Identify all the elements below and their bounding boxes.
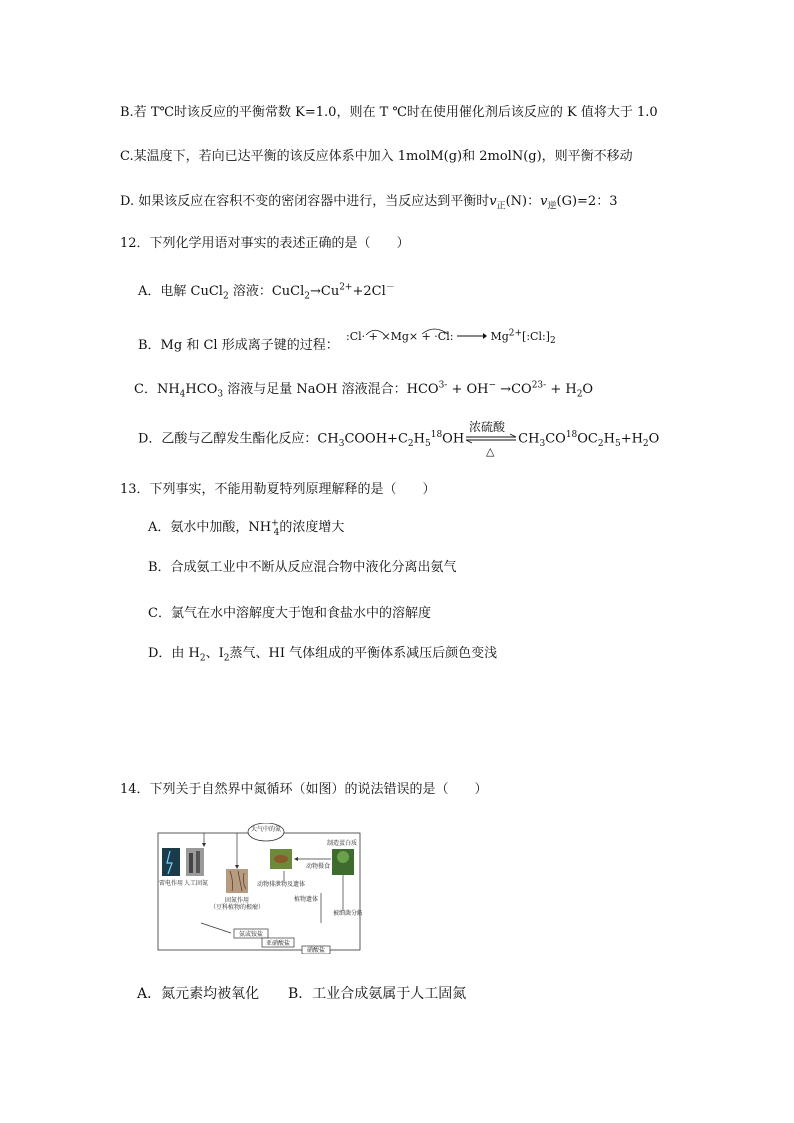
q12-c-hco: HCO	[185, 382, 218, 397]
q12-d-prod5: +H	[620, 431, 643, 447]
q12-c-mid: 溶液与足量 NaOH 溶液混合：HCO	[223, 382, 439, 397]
q12-d-sup18: 18	[430, 430, 443, 441]
q12-d-prod1: CH	[518, 431, 540, 447]
q12-d-prod-sup18: 18	[565, 430, 578, 441]
q12-d-prod-sub2b: 2	[642, 439, 649, 450]
q12-c-sup3: 23-	[531, 380, 547, 391]
q13-d-prefix: D．由 H	[148, 646, 200, 661]
q11-d-v1: v	[489, 194, 497, 209]
q12-d-prod3: OC	[577, 431, 598, 447]
q14-option-a: A．氮元素均被氧化	[137, 986, 260, 1002]
q12-c-sub3: 3	[217, 389, 224, 400]
q12-c-arrow: →CO	[496, 382, 532, 397]
q12-d-condition-top: 浓硫酸	[469, 420, 506, 434]
q12-d-prod-sub2: 2	[597, 439, 604, 450]
nitrogen-cycle-diagram	[156, 823, 362, 954]
q12-d-prod6: O	[648, 431, 660, 447]
q12-d-prod-sub3b: 3	[539, 439, 546, 450]
q12-d-text3: OH	[442, 431, 465, 447]
q12-a-end: +2Cl	[352, 284, 386, 299]
q12-a-sub2: 2	[304, 291, 310, 302]
diagram-ammonium-label: 氨或铵盐	[238, 931, 264, 938]
diagram-eat-label: 动物摄食	[305, 863, 331, 870]
q11-d-sub2: 逆	[547, 201, 557, 212]
q12-b-formula-sub: 2	[549, 336, 556, 347]
q12-a-sup2: －	[385, 282, 395, 293]
q12-a-arrow: →Cu	[309, 284, 340, 299]
diagram-bacteria-label: 被细菌分解	[332, 910, 362, 917]
q12-d-sub2: 2	[407, 439, 414, 450]
q13-a-end: 的浓度增大	[279, 520, 345, 535]
q12-d-sub5: 5	[424, 439, 431, 450]
electron-transfer-arrows-icon	[352, 324, 472, 336]
diagram-lightning-label: 雷电作用	[158, 880, 184, 887]
diagram-industrial-label: 人工固氮	[183, 880, 209, 887]
q12-d-prod-sub5: 5	[614, 439, 621, 450]
q12-option-b	[138, 337, 339, 355]
q11-option-b: B.若 T℃时该反应的平衡常数 K=1.0，则在 T ℃时在使用催化剂后该反应的 K 值将大于 1.0	[120, 105, 658, 120]
q12-d-prefix: D．乙酸与乙醇发生酯化反应：CH	[138, 431, 339, 447]
q12-b-formula-sup: 2+	[508, 328, 523, 339]
q12-c-h2o: O	[582, 382, 594, 397]
q12-b-prefix: B．Mg 和 Cl 形成离子键的过程：	[138, 338, 339, 353]
q12-c-sup1: 3-	[438, 380, 448, 391]
diagram-nitrate-label: 硝酸盐	[306, 947, 326, 954]
q12-b-formula-cl: [:Cl:]	[522, 330, 550, 343]
q11-d-v2: v	[540, 194, 548, 209]
q11-d-mid: (N)：	[505, 194, 541, 209]
roots-icon	[226, 869, 248, 893]
lightning-icon	[162, 848, 180, 876]
q11-d-sub1: 正	[496, 201, 506, 212]
diagram-plant-remains-label: 植物遗体	[293, 896, 319, 903]
q12-option-a	[138, 283, 395, 301]
q14-option-b: B．工业合成氨属于人工固氮	[288, 986, 467, 1002]
diagram-bio-fix-label: 固氮作用	[224, 897, 250, 904]
q13-option-d	[148, 645, 497, 663]
q12-c-rest: + OH	[447, 382, 489, 397]
q12-c-prefix: C．NH	[134, 382, 180, 397]
q11-option-d	[120, 193, 617, 211]
q12-d-sub3: 3	[338, 439, 345, 450]
q12-c-sup2: −	[488, 380, 497, 391]
q13-option-c: C．氯气在水中溶解度大于饱和食盐水中的溶解度	[148, 606, 431, 621]
q13-stem: 13．下列事实，不能用勒夏特列原理解释的是（ ）	[120, 482, 436, 497]
q12-a-sup: 2+	[339, 282, 353, 293]
q12-stem: 12．下列化学用语对事实的表述正确的是（ ）	[120, 236, 410, 251]
q12-b-formula-left: :Cl· + ×Mg× + ·Cl:	[346, 330, 454, 343]
q13-a-prefix: A．氨水中加酸，NH	[148, 520, 272, 535]
q12-a-sub: 2	[222, 291, 229, 302]
diagram-protein-label: 制造蛋白质	[326, 840, 358, 847]
q12-c-sub4: 4	[179, 389, 186, 400]
q12-d-text2: H	[413, 431, 425, 447]
factory-icon	[186, 848, 204, 876]
q13-option-b: B．合成氨工业中不断从反应混合物中液化分离出氨气	[148, 560, 457, 575]
diagram-nitrite-label: 亚硝酸盐	[265, 940, 291, 947]
q12-option-d	[138, 430, 659, 449]
diagram-animal-waste-label: 动物排泄物及遗体	[256, 881, 306, 888]
q13-a-sup: +	[271, 518, 279, 529]
q13-d-mid: 、I	[205, 646, 224, 661]
q13-d-sub2: 2	[223, 653, 230, 664]
q12-d-prod2: CO	[545, 431, 566, 447]
q13-option-a	[148, 519, 344, 537]
q12-d-text1: COOH+C	[344, 431, 408, 447]
q12-a-prefix: A．电解 CuCl	[138, 284, 223, 299]
q12-d-prod4: H	[603, 431, 615, 447]
diagram-top-label: 大气中的氮	[250, 826, 282, 833]
q12-b-formula-right: Mg	[490, 330, 509, 343]
q13-a-sub: 4	[273, 527, 280, 538]
q12-d-condition-bottom: △	[486, 445, 495, 458]
q11-d-end: (G)=2：3	[556, 194, 618, 209]
q12-option-c	[134, 381, 593, 399]
q13-d-sub1: 2	[199, 653, 206, 664]
q11-d-text: D. 如果该反应在容积不变的密闭容器中进行，当反应达到平衡时	[120, 194, 490, 209]
q12-c-sub2: 2	[576, 389, 583, 400]
q13-d-end: 蒸气、HI 气体组成的平衡体系减压后颜色变浅	[229, 646, 498, 661]
q12-a-mid: 溶液：CuCl	[228, 284, 305, 299]
q12-c-end: + H	[546, 382, 577, 397]
q14-stem: 14．下列关于自然界中氮循环（如图）的说法错误的是（ ）	[120, 782, 488, 797]
diagram-bio-fix-note: （豆科植物的根瘤）	[209, 904, 265, 911]
q11-option-c: C.某温度下，若向已达平衡的该反应体系中加入 1molM(g)和 2molN(g)，则平衡不移动	[120, 149, 633, 164]
